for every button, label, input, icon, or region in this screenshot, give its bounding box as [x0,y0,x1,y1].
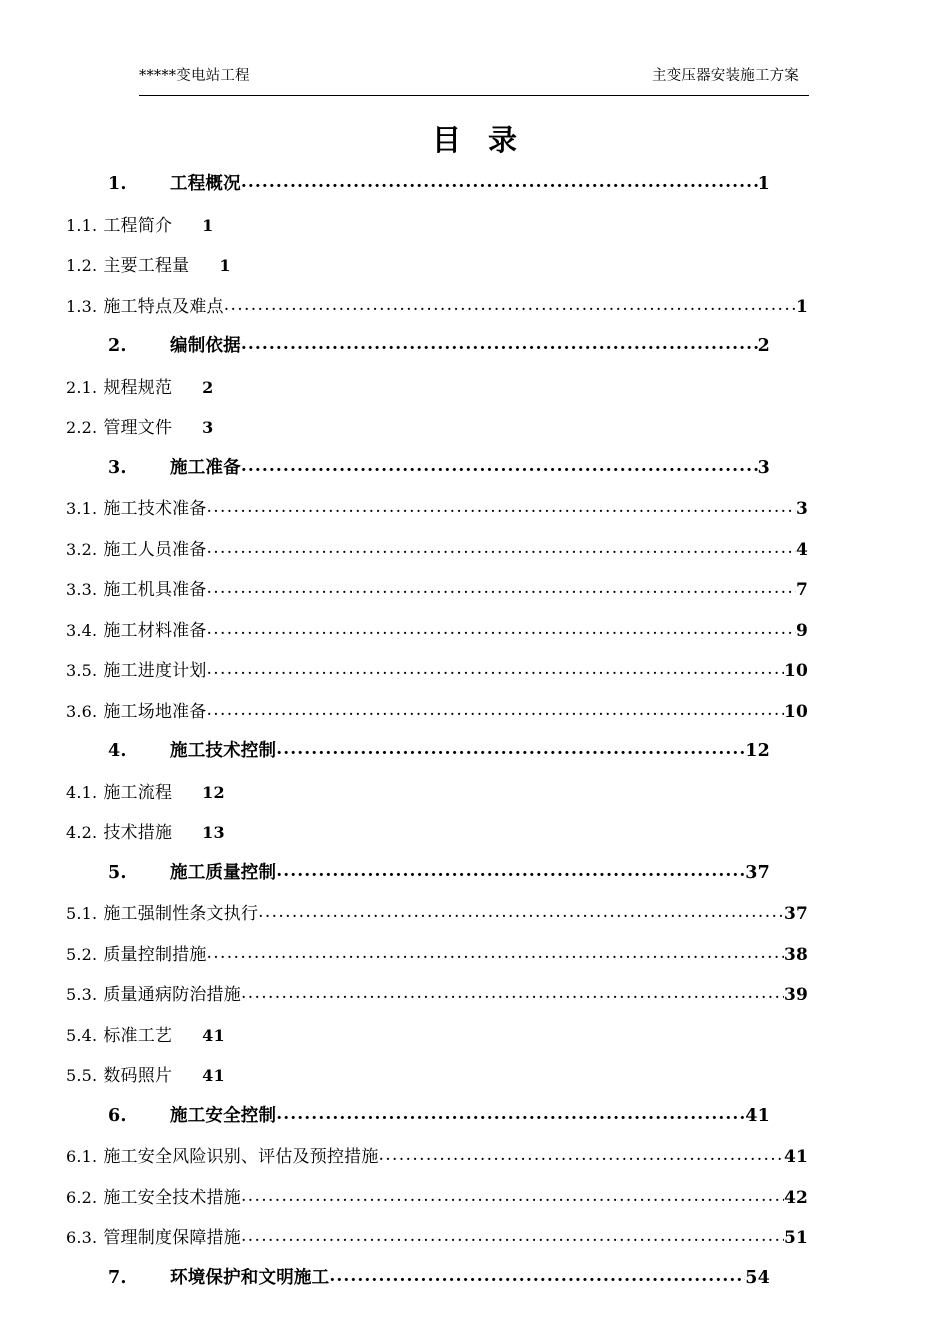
toc-page-number: 41 [783,1147,808,1167]
toc-entry-4-2[interactable] [66,818,808,843]
page-header [139,66,809,96]
toc-entry-1-1[interactable] [66,211,808,236]
toc-entry-number: 3.4. [66,620,98,640]
toc-entry-3-6[interactable] [66,697,808,722]
toc-entry-1-3[interactable] [66,292,808,317]
toc-row [0,251,950,292]
toc-row [0,413,950,454]
toc-entry-number: 6.2. [66,1187,98,1207]
toc-page-number: 54 [745,1267,770,1288]
toc-entry-number: 1. [108,174,127,194]
toc-entry-6-3[interactable] [66,1223,808,1248]
toc-entry-number: 5.5. [66,1066,98,1085]
toc-row [0,211,950,252]
toc-entry-number: 5.3. [66,985,98,1004]
toc-entry-title: 工程概况 [170,174,241,194]
toc-entry-number: 2.2. [66,418,98,437]
toc-row [0,1264,950,1305]
toc-dot-leader [241,456,758,476]
toc-page-number: 1 [795,296,808,317]
toc-row [0,292,950,333]
toc-entry-title: 施工进度计划 [103,661,207,681]
toc-row [0,1183,950,1224]
toc-entry-number: 6.1. [66,1147,98,1166]
toc-entry-number: 2.1. [66,377,98,397]
toc-row [0,575,950,616]
toc-entry-number: 4.2. [66,823,98,842]
toc-entry-3[interactable] [108,454,770,479]
toc-dot-leader [241,334,758,354]
toc-row [0,737,950,778]
toc-entry-title: 施工准备 [170,457,241,478]
toc-dot-leader [207,497,796,517]
toc-entry-title: 管理文件 [103,418,173,438]
toc-entry-number: 3.5. [66,661,98,680]
toc-page-number: 37 [783,904,808,924]
header-left-text: *****变电站工程 [139,68,250,84]
toc-entry-3-2[interactable] [66,535,808,560]
toc-entry-number: 4.1. [66,782,98,802]
toc-entry-7[interactable] [108,1264,770,1289]
toc-page-number: 3 [795,499,808,519]
title-char-mu: 目 [431,123,462,157]
toc-entry-number: 3.6. [66,701,98,721]
toc-entry-6-2[interactable] [66,1183,808,1208]
toc-row [0,454,950,495]
toc-page-number: 41 [745,1105,770,1126]
toc-dot-leader [258,902,784,922]
toc-entry-2-2[interactable] [66,413,808,438]
page-title [0,118,950,159]
toc-dot-leader [241,1226,784,1246]
toc-entry-4[interactable] [108,737,770,762]
toc-dot-leader [224,295,796,315]
toc-page-number: 1 [757,174,770,194]
toc-page-number: 9 [795,620,808,641]
toc-page-number: 2 [757,336,770,356]
title-char-lu: 录 [488,123,519,157]
toc-page-number: 3 [202,418,214,437]
toc-entry-title: 施工技术准备 [103,499,207,519]
toc-entry-title: 主要工程量 [103,256,190,276]
toc-page-number: 39 [783,985,808,1005]
toc-page-number: 37 [745,862,770,883]
toc-page-number: 41 [202,1025,225,1045]
toc-entry-title: 质量控制措施 [103,944,207,965]
toc-row [0,616,950,657]
toc-entry-title: 施工安全技术措施 [103,1187,241,1208]
toc-entry-number: 4. [108,741,127,761]
toc-dot-leader [207,578,796,598]
toc-entry-title: 工程简介 [103,215,173,236]
toc-entry-number: 3. [108,457,127,478]
toc-page-number: 51 [783,1228,808,1248]
toc-entry-1-2[interactable] [66,251,808,276]
toc-entry-title: 环境保护和文明施工 [170,1267,330,1288]
toc-page-number: 12 [202,782,225,802]
toc-entry-title: 施工安全风险识别、评估及预控措施 [103,1147,379,1167]
toc-row [0,697,950,738]
toc-entry-5-3[interactable] [66,980,808,1005]
header-right-text: 主变压器安装施工方案 [652,68,799,84]
toc-row [0,1223,950,1264]
toc-row [0,656,950,697]
toc-dot-leader [207,659,784,679]
toc-entry-number: 5.1. [66,904,98,923]
toc-entry-number: 5.2. [66,944,98,964]
toc-dot-leader [207,943,784,963]
toc-row [0,494,950,535]
toc-entry-title: 质量通病防治措施 [103,985,241,1005]
toc-entry-title: 施工人员准备 [103,539,207,560]
toc-entry-title: 施工材料准备 [103,620,207,641]
toc-entry-3-3[interactable] [66,575,808,600]
toc-page-number: 1 [202,215,214,235]
toc-dot-leader [241,983,784,1003]
toc-entry-5-4[interactable] [66,1021,808,1046]
toc-dot-leader [241,172,758,192]
toc-page-number: 42 [783,1187,808,1208]
toc-row [0,1142,950,1183]
toc-row [0,1102,950,1143]
toc-entry-6-1[interactable] [66,1142,808,1167]
toc-entry-title: 技术措施 [103,823,173,843]
toc-entry-5[interactable] [108,859,770,884]
toc-entry-number: 7. [108,1267,127,1288]
toc-entry-4-1[interactable] [66,778,808,803]
toc-entry-3-1[interactable] [66,494,808,519]
toc-row [0,332,950,373]
toc-dot-leader [276,861,745,881]
toc-entry-number: 3.1. [66,499,98,518]
toc-page-number: 1 [219,256,231,275]
toc-entry-title: 规程规范 [103,377,173,398]
toc-entry-number: 1.2. [66,256,98,275]
toc-entry-title: 数码照片 [103,1066,173,1086]
toc-entry-3-5[interactable] [66,656,808,681]
toc-entry-5-5[interactable] [66,1061,808,1086]
toc-dot-leader [207,619,796,639]
toc-page-number: 38 [783,944,808,965]
toc-entry-title: 施工强制性条文执行 [103,904,259,924]
toc-row [0,1061,950,1102]
toc-dot-leader [207,538,796,558]
toc-page-number: 3 [757,457,770,478]
toc-entry-2[interactable] [108,332,770,357]
toc-row [0,1021,950,1062]
toc-page-number: 10 [783,661,808,681]
toc-page-number: 12 [745,741,770,761]
toc-entry-title: 施工机具准备 [103,580,207,600]
toc-row [0,818,950,859]
toc-entry-1[interactable] [108,170,770,195]
toc-row [0,535,950,576]
toc-page-number: 2 [202,377,214,397]
toc-dot-leader [241,1186,784,1206]
toc-entry-title: 施工安全控制 [170,1105,277,1126]
toc-page-number: 7 [795,580,808,600]
toc-entry-number: 5. [108,862,127,883]
toc-entry-number: 2. [108,336,127,356]
toc-row [0,940,950,981]
toc-entry-5-2[interactable] [66,940,808,965]
toc-entry-3-4[interactable] [66,616,808,641]
toc-entry-number: 3.3. [66,580,98,599]
table-of-contents [0,170,950,1304]
toc-dot-leader [207,700,784,720]
toc-row [0,778,950,819]
toc-entry-number: 6.3. [66,1228,98,1247]
toc-entry-title: 施工场地准备 [103,701,207,722]
toc-entry-number: 5.4. [66,1025,98,1045]
toc-page-number: 41 [202,1066,225,1085]
toc-dot-leader [276,739,745,759]
toc-entry-5-1[interactable] [66,899,808,924]
toc-row [0,859,950,900]
toc-dot-leader [329,1266,745,1286]
toc-page-number: 13 [202,823,225,842]
toc-entry-number: 1.1. [66,215,98,235]
toc-entry-6[interactable] [108,1102,770,1127]
toc-entry-2-1[interactable] [66,373,808,398]
toc-entry-number: 3.2. [66,539,98,559]
toc-page-number: 4 [795,539,808,560]
toc-entry-title: 管理制度保障措施 [103,1228,241,1248]
toc-entry-number: 1.3. [66,296,98,316]
toc-page-number: 10 [783,701,808,722]
toc-row [0,980,950,1021]
toc-entry-number: 6. [108,1105,127,1126]
toc-entry-title: 施工流程 [103,782,173,803]
toc-entry-title: 施工质量控制 [170,862,277,883]
toc-row [0,373,950,414]
toc-row [0,899,950,940]
toc-entry-title: 施工技术控制 [170,741,277,761]
toc-dot-leader [276,1104,745,1124]
toc-entry-title: 施工特点及难点 [103,296,224,317]
toc-entry-title: 编制依据 [170,336,241,356]
toc-entry-title: 标准工艺 [103,1025,173,1046]
toc-row [0,170,950,211]
toc-dot-leader [379,1145,784,1165]
